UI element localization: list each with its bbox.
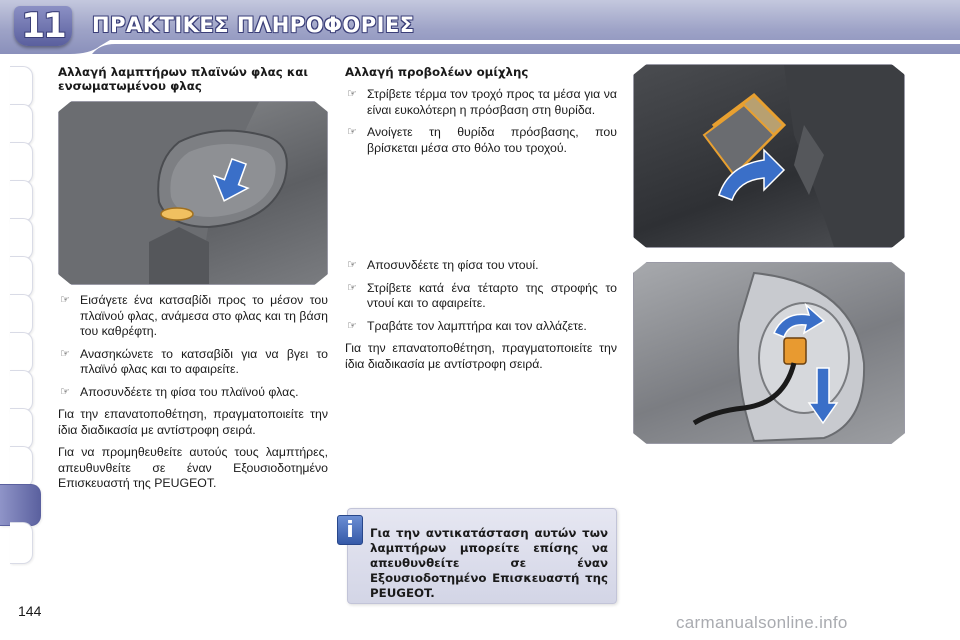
chapter-tab[interactable] xyxy=(10,180,33,222)
mirror-indicator-illustration xyxy=(58,101,328,285)
left-column-body xyxy=(58,293,328,499)
pointing-hand-icon: ☞ xyxy=(347,319,357,332)
chapter-tab[interactable] xyxy=(10,66,33,108)
wheel-arch-illustration xyxy=(633,64,905,248)
fog-lamp-heading: Αλλαγή προβολέων ομίχλης xyxy=(345,65,529,79)
chapter-tab[interactable] xyxy=(10,218,33,260)
pointing-hand-icon: ☞ xyxy=(347,281,357,294)
watermark: carmanualsonline.info xyxy=(676,613,848,632)
info-text: Για την αντικατάσταση αυτών των λαμπτήρων μπορείτε επίσης να απευθυνθείτε σε έναν Εξουσιοδοτημένο Επισκευαστή της PEUGEOT. xyxy=(370,526,608,600)
fog-lamp-drawing xyxy=(634,263,904,443)
list-item: ☞ Στρίβετε κατά ένα τέταρτο της στροφής το ντουί και το αφαιρείτε. xyxy=(347,280,617,310)
list-item: ☞ Αποσυνδέετε τη φίσα του πλαϊνού φλας. xyxy=(60,384,299,399)
pointing-hand-icon: ☞ xyxy=(347,126,357,138)
chapter-tab[interactable] xyxy=(0,484,41,526)
chapter-tab[interactable] xyxy=(10,294,33,336)
list-item: ☞ Αποσυνδέετε τη φίσα του ντουί. xyxy=(347,258,539,272)
chapter-tab[interactable] xyxy=(10,370,33,412)
paragraph: Για την επανατοποθέτηση, πραγματοποιείτε την ίδια διαδικασία με αντίστροφη σειρά. xyxy=(345,341,617,371)
chapter-tab[interactable] xyxy=(10,142,33,184)
left-column xyxy=(58,65,328,101)
info-icon: i xyxy=(337,515,363,545)
mirror-drawing xyxy=(59,102,327,284)
chapter-tab[interactable] xyxy=(10,522,33,564)
list-item: ☞ Ανοίγετε τη θυρίδα πρόσβασης, που βρίσκεται μέσα στο θόλο του τροχού. xyxy=(347,125,617,155)
chapter-number: 11 xyxy=(21,6,65,46)
chapter-badge xyxy=(14,6,72,46)
list-item: ☞ Ανασηκώνετε το κατσαβίδι για να βγει το πλαϊνό φλας και το αφαιρείτε. xyxy=(60,346,328,376)
chapter-tabs xyxy=(0,66,40,576)
list-item: ☞ Εισάγετε ένα κατσαβίδι προς το μέσον του πλαϊνού φλας, ανάμεσα στο φλας και τη βάση του καθρέφτη. xyxy=(60,293,328,338)
middle-column-lower xyxy=(345,258,617,379)
pointing-hand-icon: ☞ xyxy=(347,259,357,271)
chapter-tab[interactable] xyxy=(10,446,33,488)
fog-lamp-illustration xyxy=(633,262,905,444)
pointing-hand-icon: ☞ xyxy=(60,385,70,398)
chapter-tab[interactable] xyxy=(10,408,33,450)
pointing-hand-icon: ☞ xyxy=(60,347,70,360)
page-number: 144 xyxy=(18,603,42,619)
wheel-arch-drawing xyxy=(634,65,904,247)
chapter-title: ΠΡΑΚΤΙΚΕΣ ΠΛΗΡΟΦΟΡΙΕΣ xyxy=(92,13,415,37)
list-item: ☞ Στρίβετε τέρμα τον τροχό προς τα μέσα για να είναι ευκολότερη η πρόσβαση στη θυρίδα. xyxy=(347,87,617,117)
side-indicator-heading: Αλλαγή λαμπτήρων πλαϊνών φλας και ενσωματωμένου φλας xyxy=(58,65,308,93)
chapter-tab[interactable] xyxy=(10,256,33,298)
middle-column xyxy=(345,65,617,163)
chapter-tab[interactable] xyxy=(10,104,33,146)
paragraph: Για την επανατοποθέτηση, πραγματοποιείτε την ίδια διαδικασία με αντίστροφη σειρά. xyxy=(58,407,328,437)
pointing-hand-icon: ☞ xyxy=(347,88,357,100)
paragraph: Για να προμηθευθείτε αυτούς τους λαμπτήρες, απευθυνθείτε σε έναν Εξουσιοδοτημένο Επισκευαστή της PEUGEOT. xyxy=(58,445,328,490)
pointing-hand-icon: ☞ xyxy=(60,294,70,306)
header-curve xyxy=(0,40,960,66)
list-item: ☞ Τραβάτε τον λαμπτήρα και τον αλλάζετε. xyxy=(347,318,587,333)
chapter-tab[interactable] xyxy=(10,332,33,374)
